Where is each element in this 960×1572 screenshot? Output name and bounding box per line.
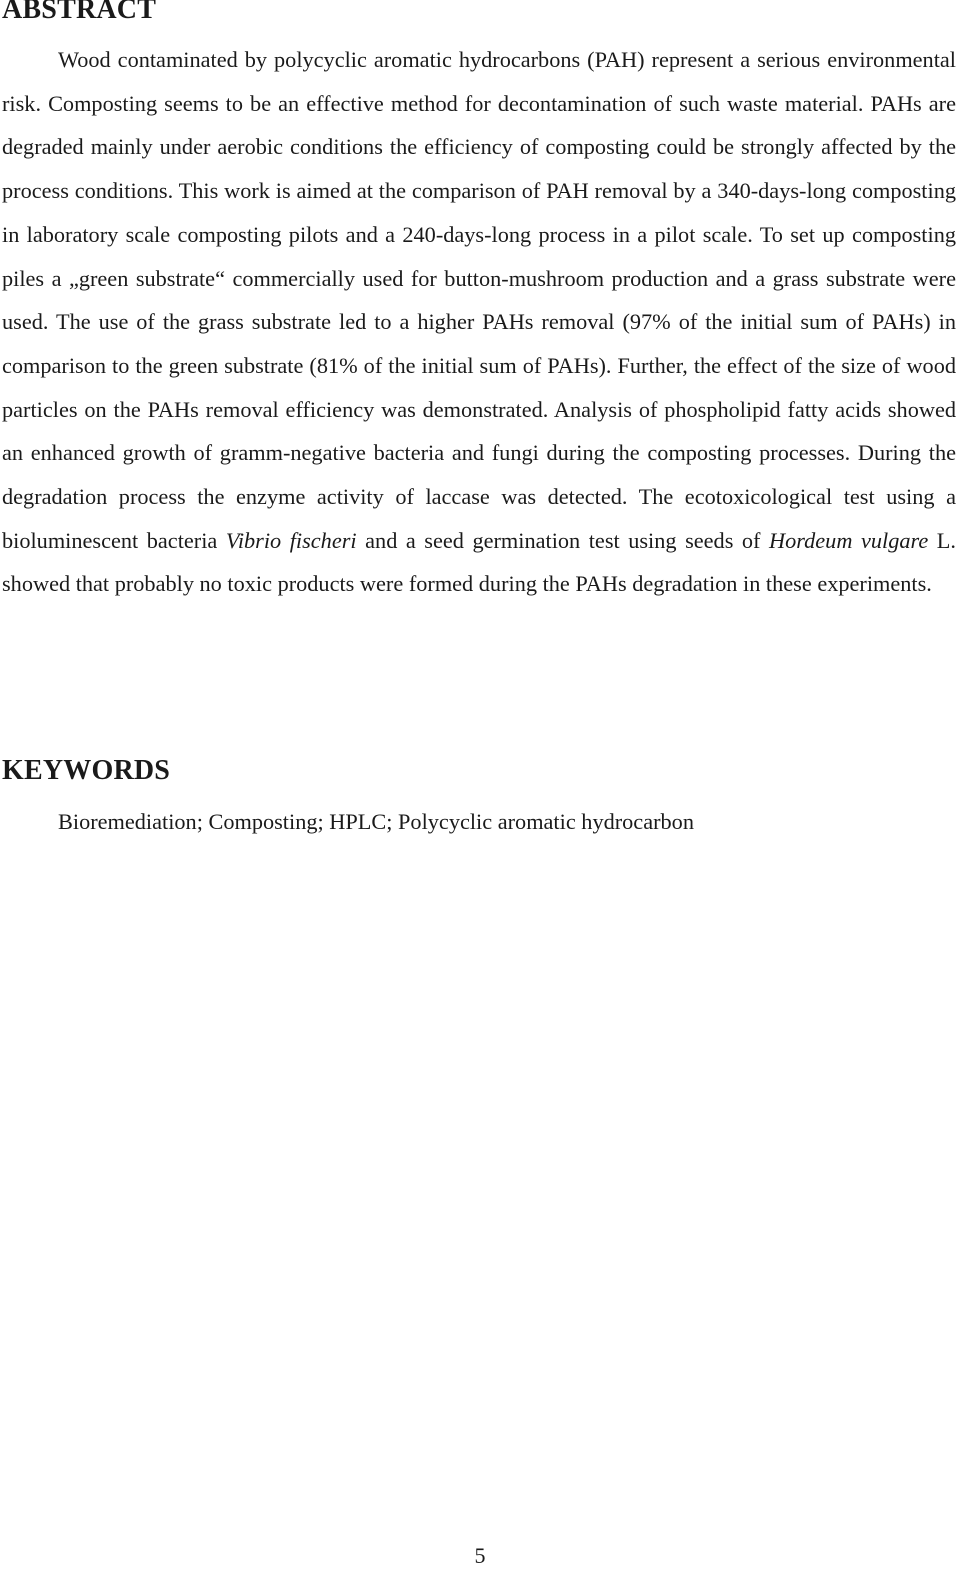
abstract-text-part-3: L. showed that probably no toxic products were formed during the PAHs degradation in these experiments.: [2, 527, 956, 597]
abstract-paragraph: [2, 38, 956, 606]
abstract-text-part-1: Wood contaminated by polycyclic aromatic hydrocarbons (PAH) represent a serious environmental risk. Composting seems to be an effective method for decontamination of such waste material. PAHs are degraded mainly under aerobic conditions the efficiency of composting could be strongly affected by the process conditions. This work is aimed at the comparison of PAH removal by a 340-days-long composting in laboratory scale composting pilots and a 240-days-long process in a pilot scale. To set up composting piles a „green substrate“ commercially used for button-mushroom production and a grass substrate were used. The use of the grass substrate led to a higher PAHs removal (97% of the initial sum of PAHs) in comparison to the green substrate (81% of the initial sum of PAHs). Further, the effect of the size of wood particles on the PAHs removal efficiency was demonstrated. Analysis of phospholipid fatty acids showed an enhanced growth of gramm-negative bacteria and fungi during the composting processes. During the degradation process the enzyme activity of laccase was detected. The ecotoxicological test using a bioluminescent bacteria: [2, 47, 956, 553]
keywords-heading: KEYWORDS: [2, 755, 171, 786]
abstract-heading: ABSTRACT: [2, 0, 157, 25]
abstract-text-part-2: and a seed germination test using seeds of: [356, 527, 770, 553]
species-name-vibrio: Vibrio fischeri: [225, 527, 357, 553]
page-number: 5: [474, 1543, 486, 1568]
species-name-hordeum: Hordeum vulgare: [769, 527, 929, 553]
keywords-list: Bioremediation; Composting; HPLC; Polycyclic aromatic hydrocarbon: [58, 809, 694, 834]
